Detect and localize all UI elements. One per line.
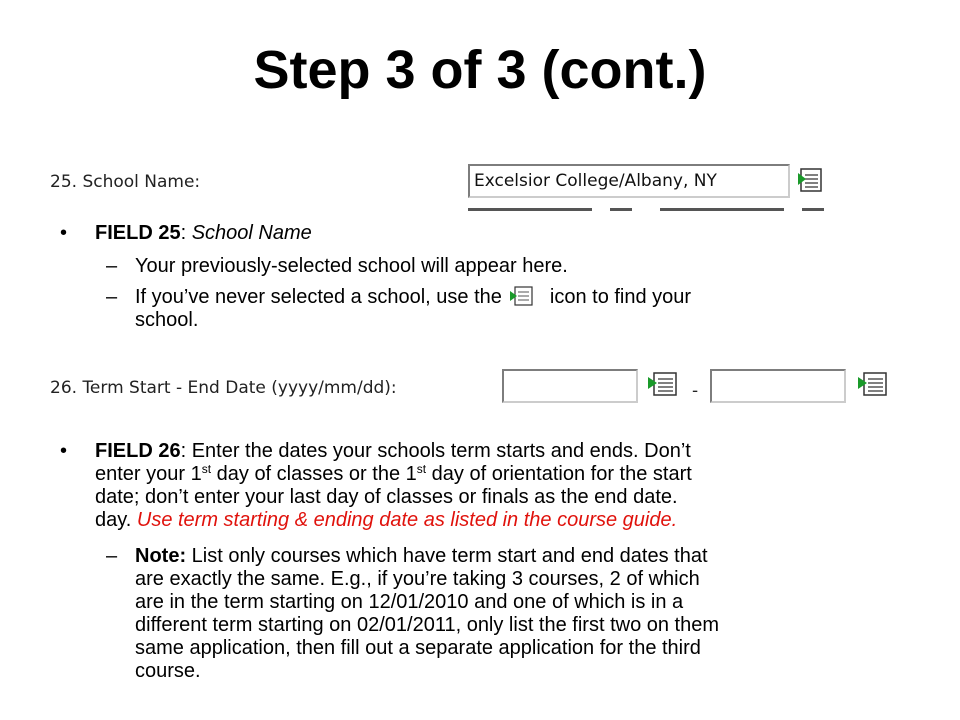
field-26-heading: FIELD 26 [95,440,181,462]
note-text: different term starting on 02/01/2011, only list the first two on them [135,614,720,636]
field-26-label: 26. Term Start - End Date (yyyy/mm/dd): [50,378,397,398]
field-25-name: School Name [191,222,312,244]
note-label: Note: [135,545,187,567]
sub-bullet-text: school. [135,309,199,331]
cropped-field-edge [660,208,784,211]
bullet-text: enter your 1 [95,463,202,485]
superscript: st [416,462,427,476]
note-text: same application, then fill out a separate application for the third [135,637,701,659]
bullet-field-25 [60,222,920,245]
cropped-field-edge [610,208,632,211]
colon: : [180,222,192,244]
sub-bullet-text: icon to find your [549,286,692,308]
bullet-field-26 [60,440,930,532]
bullet-text: day of classes or the 1 [211,463,417,485]
bullet-text: day of orientation for the start [426,463,692,485]
bullet-marker: • [60,222,68,244]
term-start-calendar-icon[interactable] [648,371,678,397]
school-lookup-icon[interactable] [798,167,824,193]
term-start-input[interactable] [502,369,638,403]
field-25-heading: FIELD 25 [95,222,181,244]
calendar-lookup-icon [510,286,536,306]
term-end-calendar-icon[interactable] [858,371,888,397]
term-end-input[interactable] [710,369,846,403]
page-title: Step 3 of 3 (cont.) [253,40,707,100]
sub-bullet-text: If you’ve never selected a school, use the [135,286,502,308]
field-25-label: 25. School Name: [50,172,201,192]
sub-bullet-text: Your previously-selected school will appear here. [135,255,568,277]
note-text: are in the term starting on 12/01/2010 and one of which is in a [135,591,684,613]
bullet-marker: • [60,440,68,462]
note-text: List only courses which have term start and end dates that [186,545,708,567]
sub-bullet [106,286,926,332]
cropped-field-edge [468,208,592,211]
school-name-input[interactable]: Excelsior College/Albany, NY [468,164,790,198]
bullet-text: day. [95,509,137,531]
bullet-text: date; don’t enter your last day of classes or finals as the end date. [95,486,678,508]
superscript: st [201,462,212,476]
note-text: are exactly the same. E.g., if you’re taking 3 courses, 2 of which [135,568,700,590]
dash-marker: – [106,286,118,308]
date-range-separator: - [692,381,699,401]
bullet-text: : Enter the dates your schools term starts and ends. Don’t [180,440,691,462]
note-sub-bullet [106,545,936,683]
course-guide-note: Use term starting & ending date as listed in the course guide. [136,509,678,531]
cropped-field-edge [802,208,824,211]
dash-marker: – [106,255,118,277]
sub-bullet [106,255,926,278]
note-text: course. [135,660,201,682]
dash-marker: – [106,545,118,567]
